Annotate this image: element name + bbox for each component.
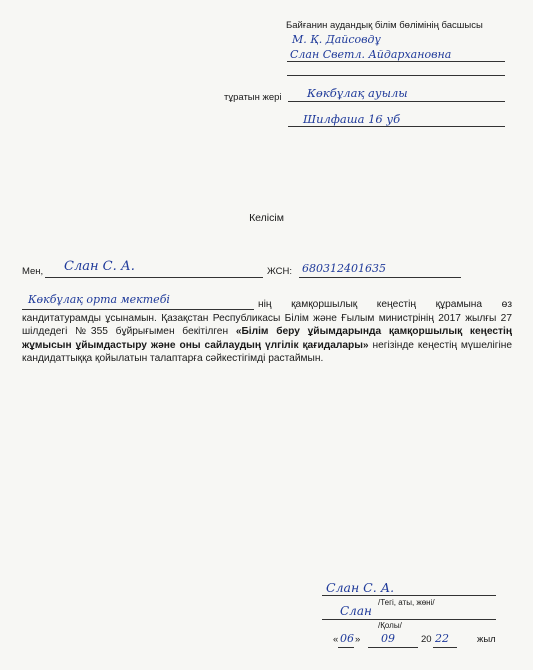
- fio-handwritten: Слан С. А.: [326, 580, 395, 595]
- name-line: [45, 277, 263, 278]
- residence-line-1: [288, 101, 505, 102]
- residence-label: тұратын жері: [224, 92, 282, 103]
- residence-line-2: [288, 126, 505, 127]
- consent-text-bold: «Білім беру ұйымдарында қамқоршылық кеңестің жұмысын ұйымдастыру және оны сайлаудың үлгілік қағидалары»: [22, 326, 513, 351]
- signature-caption: /Қолы/: [378, 621, 402, 630]
- consent-text-2: негізінде кеңестің мүшелігіне кандидаттыққа қойылатын талаптарға сәйкестігімді растаймын.: [22, 339, 512, 364]
- header-title: Байғанин аудандық білім бөлімінің басшысы: [286, 20, 483, 31]
- consent-text-1: нің қамқоршылық кеңестің құрамына өз кандитатурамды ұсынамын. Қазақстан Республикасы Білім және Ғылым министрінің 2017 жылғы 27 шілдедегі №355 бұйрығымен бекітілген: [22, 299, 512, 337]
- signature-handwritten: Слан: [340, 604, 372, 618]
- consent-paragraph: [22, 298, 512, 366]
- date-year-suffix: жыл: [477, 634, 496, 645]
- signature-line: [322, 619, 496, 620]
- date-month-line: [368, 647, 418, 648]
- fio-caption: /Тегі, аты, жөні/: [378, 598, 435, 607]
- sender-name-handwritten: Слан Светл. Айдархановна: [290, 48, 452, 61]
- iin-label: ЖСН:: [267, 266, 293, 277]
- date-year-prefix: 20: [421, 634, 432, 645]
- me-label: Мен,: [22, 266, 44, 277]
- date-open-quote: «: [333, 634, 339, 645]
- date-day-line: [338, 647, 354, 648]
- fio-line: [322, 595, 496, 596]
- addressee-handwritten: М. Қ. Дайсовдұ: [292, 33, 381, 46]
- date-year-line: [433, 647, 457, 648]
- residence-handwritten-2: Шилфаша 16 уб: [303, 112, 401, 126]
- date-close-quote: »: [355, 634, 361, 645]
- school-handwritten: Көкбұлақ орта мектебі: [28, 293, 170, 306]
- iin-handwritten: 680312401635: [302, 262, 386, 275]
- sender-name-line: [287, 61, 505, 62]
- date-day-handwritten: 06: [340, 632, 354, 645]
- name-handwritten: Слан С. А.: [64, 259, 135, 274]
- date-month-handwritten: 09: [381, 632, 395, 645]
- residence-handwritten-1: Көкбұлақ ауылы: [307, 86, 408, 100]
- date-year-handwritten: 22: [435, 632, 449, 645]
- sender-extra-line: [287, 75, 505, 76]
- iin-line: [299, 277, 461, 278]
- document-title: Келісім: [249, 212, 284, 224]
